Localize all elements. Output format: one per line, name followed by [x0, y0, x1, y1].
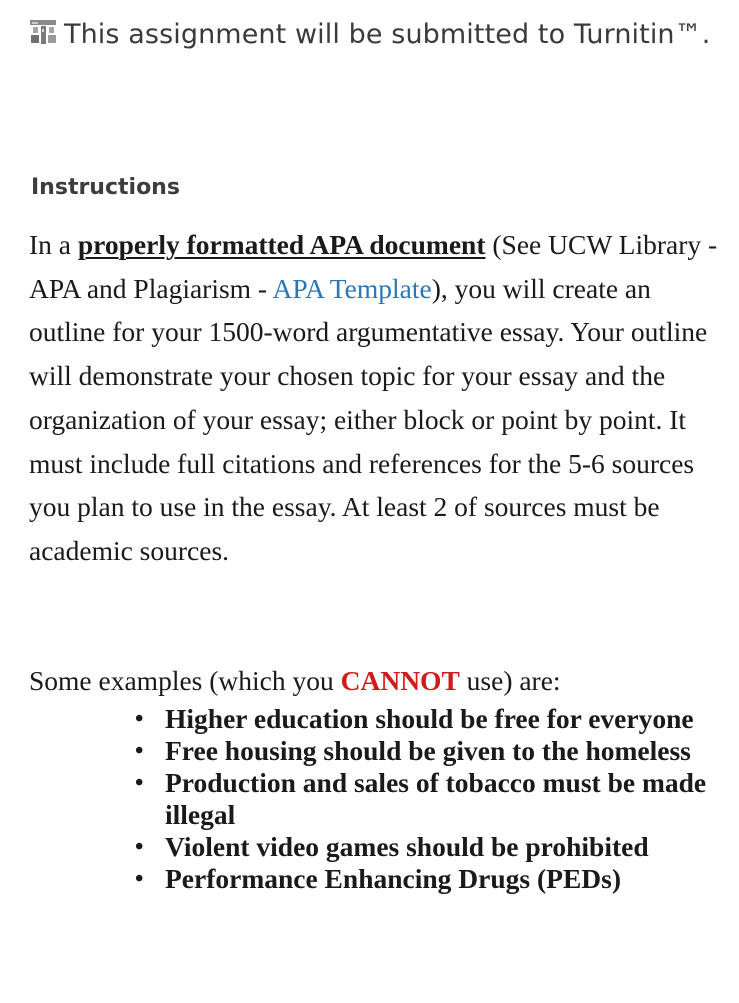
instructions-intro-prefix: In a [29, 229, 78, 260]
list-item-text: Free housing should be given to the homeless [165, 735, 691, 766]
turnitin-icon [28, 16, 58, 46]
apa-template-link[interactable]: APA Template [272, 272, 432, 304]
list-item [135, 703, 715, 735]
examples-list [135, 703, 715, 895]
instructions-body-text: ), you will create an outline for your 1500-word argumentative essay. Your outline will demonstrate your chosen topic for your essay and the organization of your essay; either block or point by point. It must include full citations and references for the 5-6 sources you plan to use in the essay. At least 2 of sources must be academic sources. [29, 272, 708, 566]
list-item [135, 831, 715, 863]
examples-intro-suffix: use) are: [459, 665, 561, 696]
list-item-text: Performance Enhancing Drugs (PEDs) [165, 863, 622, 894]
bullet-icon: • [135, 866, 144, 892]
instructions-mid-text: (See UCW Library - APA and Plagiarism - [29, 229, 718, 304]
bullet-icon: • [135, 770, 144, 796]
bullet-icon: • [135, 738, 144, 764]
list-item [135, 767, 715, 831]
examples-intro-prefix: Some examples (which you [29, 665, 341, 696]
bullet-icon: • [135, 834, 144, 860]
instructions-heading: Instructions [31, 175, 180, 200]
list-item-text: Production and sales of tobacco must be made illegal [165, 767, 707, 830]
list-item-text: Violent video games should be prohibited [165, 831, 649, 862]
list-item [135, 863, 715, 895]
list-item-text: Higher education should be free for everyone [165, 703, 694, 734]
list-item [135, 735, 715, 767]
apa-document-link[interactable]: properly formatted APA document [77, 229, 486, 260]
cannot-emphasis: CANNOT [340, 665, 460, 696]
turnitin-notice [28, 12, 718, 57]
turnitin-notice-text: This assignment will be submitted to Turnitin™. [64, 19, 711, 50]
instructions-body [29, 223, 719, 573]
bullet-icon: • [135, 706, 144, 732]
examples-intro [29, 661, 719, 701]
